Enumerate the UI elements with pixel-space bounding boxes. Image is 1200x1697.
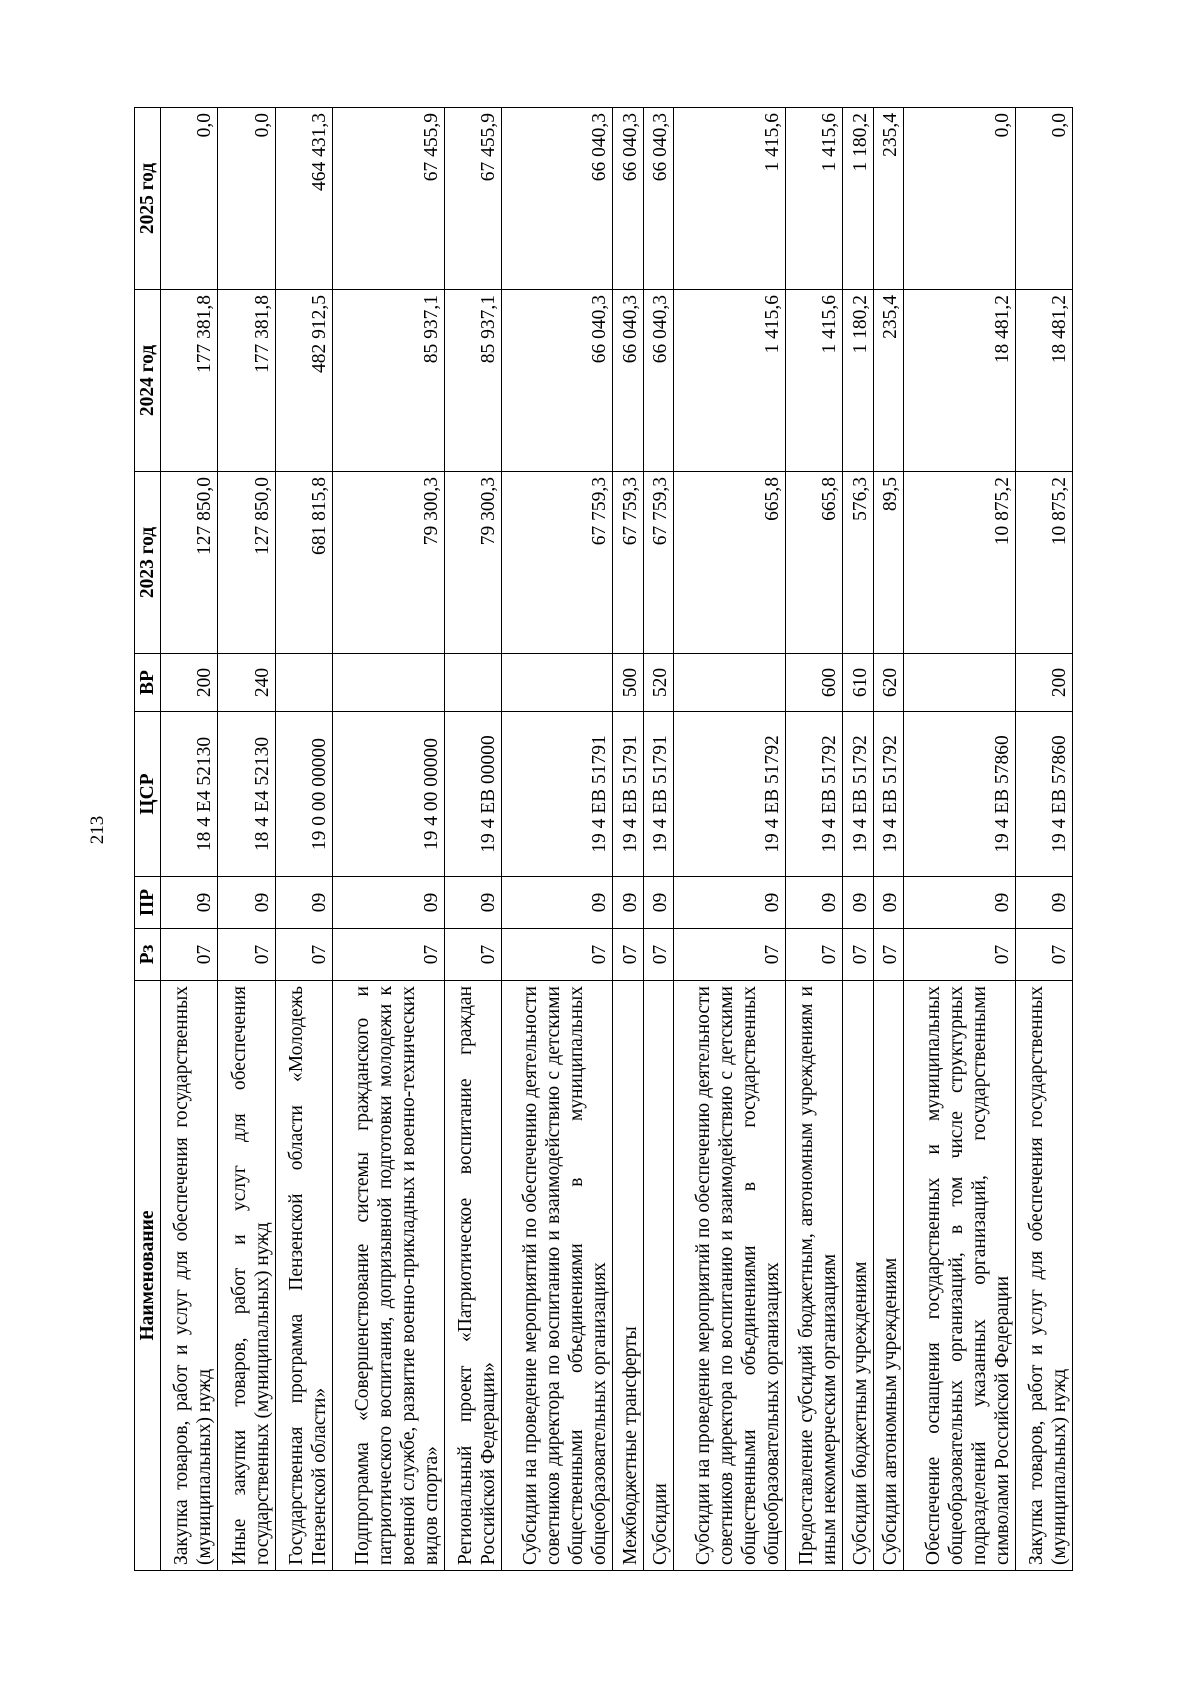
table-row: [904, 108, 1015, 1571]
cell-csr: 19 4 00 00000: [333, 712, 444, 877]
cell-csr: 19 4 EB 51792: [873, 712, 903, 877]
cell-rz: 07: [843, 929, 873, 981]
cell-name: Субсидии: [643, 981, 673, 1571]
cell-name: Иные закупки товаров, работ и услуг для обеспечения государственных (муниципальных) нужд: [218, 981, 275, 1571]
cell-rz: 07: [333, 929, 444, 981]
cell-pr: 09: [674, 877, 785, 929]
cell-csr: 19 4 EB 51792: [785, 712, 842, 877]
cell-2024: 85 937,1: [444, 290, 501, 472]
cell-csr: 19 0 00 00000: [275, 712, 332, 877]
cell-rz: 07: [904, 929, 1015, 981]
table-row: [161, 108, 218, 1571]
cell-pr: 09: [333, 877, 444, 929]
cell-2025: 0,0: [904, 108, 1015, 290]
cell-pr: 09: [275, 877, 332, 929]
header-name: Наименование: [135, 981, 161, 1571]
cell-rz: 07: [613, 929, 643, 981]
cell-2024: 66 040,3: [502, 290, 613, 472]
cell-rz: 07: [674, 929, 785, 981]
table-row: [1015, 108, 1073, 1571]
cell-pr: 09: [161, 877, 218, 929]
cell-vr: 500: [613, 654, 643, 712]
cell-vr: [502, 654, 613, 712]
cell-pr: 09: [444, 877, 501, 929]
cell-2025: 1 415,6: [674, 108, 785, 290]
cell-2023: 665,8: [674, 472, 785, 654]
cell-rz: 07: [275, 929, 332, 981]
cell-2023: 79 300,3: [444, 472, 501, 654]
cell-rz: 07: [873, 929, 903, 981]
cell-rz: 07: [444, 929, 501, 981]
cell-name: Подпрограмма «Совершенствование системы гражданского и патриотического воспитания, допризывной подготовки молодежи к военной службе, развитие военно-прикладных и военно-технических видов спорта»: [333, 981, 444, 1571]
cell-csr: 19 4 EB 57860: [904, 712, 1015, 877]
cell-csr: 19 4 EB 51791: [643, 712, 673, 877]
cell-pr: 09: [218, 877, 275, 929]
cell-2023: 10 875,2: [1015, 472, 1073, 654]
cell-2025: 0,0: [1015, 108, 1073, 290]
cell-2023: 67 759,3: [502, 472, 613, 654]
cell-2025: 0,0: [161, 108, 218, 290]
cell-rz: 07: [643, 929, 673, 981]
cell-csr: 19 4 EB 51791: [502, 712, 613, 877]
header-2025: 2025 год: [135, 108, 161, 290]
budget-table: [134, 107, 1073, 1571]
cell-name: Субсидии на проведение мероприятий по обеспечению деятельности советников директора по воспитанию и взаимодействию с детскими общественными объединениями в государственных общеобразовательных организациях: [674, 981, 785, 1571]
cell-2025: 235,4: [873, 108, 903, 290]
cell-2023: 67 759,3: [643, 472, 673, 654]
cell-pr: 09: [613, 877, 643, 929]
cell-name: Межбюджетные трансферты: [613, 981, 643, 1571]
cell-pr: 09: [873, 877, 903, 929]
cell-name: Региональный проект «Патриотическое воспитание граждан Российской Федерации»: [444, 981, 501, 1571]
cell-vr: 240: [218, 654, 275, 712]
cell-pr: 09: [904, 877, 1015, 929]
cell-2024: 177 381,8: [161, 290, 218, 472]
table-row: [333, 108, 444, 1571]
cell-2024: 85 937,1: [333, 290, 444, 472]
cell-vr: 200: [1015, 654, 1073, 712]
cell-pr: 09: [785, 877, 842, 929]
cell-vr: 620: [873, 654, 903, 712]
cell-2025: 1 415,6: [785, 108, 842, 290]
cell-name: Обеспечение оснащения государственных и муниципальных общеобразовательных организаций, в том числе структурных подразделений указанных организаций, государственными символами Российской Федерации: [904, 981, 1015, 1571]
cell-csr: 19 4 EB 57860: [1015, 712, 1073, 877]
cell-vr: 610: [843, 654, 873, 712]
cell-rz: 07: [1015, 929, 1073, 981]
cell-2023: 576,3: [843, 472, 873, 654]
cell-2025: 66 040,3: [643, 108, 673, 290]
cell-pr: 09: [843, 877, 873, 929]
cell-csr: 19 4 EB 51792: [843, 712, 873, 877]
cell-2023: 89,5: [873, 472, 903, 654]
cell-vr: [674, 654, 785, 712]
table-header-row: [135, 108, 161, 1571]
cell-rz: 07: [218, 929, 275, 981]
cell-2025: 66 040,3: [502, 108, 613, 290]
cell-2023: 79 300,3: [333, 472, 444, 654]
cell-pr: 09: [1015, 877, 1073, 929]
cell-2024: 1 415,6: [785, 290, 842, 472]
cell-2023: 681 815,8: [275, 472, 332, 654]
table-row: [444, 108, 501, 1571]
cell-2023: 127 850,0: [161, 472, 218, 654]
header-csr: ЦСР: [135, 712, 161, 877]
cell-pr: 09: [643, 877, 673, 929]
cell-vr: [275, 654, 332, 712]
cell-name: Субсидии бюджетным учреждениям: [843, 981, 873, 1571]
cell-2025: 66 040,3: [613, 108, 643, 290]
cell-name: Государственная программа Пензенской области «Молодежь Пензенской области»: [275, 981, 332, 1571]
cell-2023: 67 759,3: [613, 472, 643, 654]
cell-csr: 19 4 EB 00000: [444, 712, 501, 877]
cell-2025: 1 180,2: [843, 108, 873, 290]
table-row: [502, 108, 613, 1571]
table-row: [785, 108, 842, 1571]
cell-vr: [904, 654, 1015, 712]
cell-2024: 66 040,3: [643, 290, 673, 472]
cell-name: Закупка товаров, работ и услуг для обеспечения государственных (муниципальных) нужд: [1015, 981, 1073, 1571]
table-row: [218, 108, 275, 1571]
cell-rz: 07: [502, 929, 613, 981]
table-row: [843, 108, 873, 1571]
table-row: [674, 108, 785, 1571]
cell-csr: 19 4 EB 51792: [674, 712, 785, 877]
header-vr: ВР: [135, 654, 161, 712]
cell-2024: 18 481,2: [904, 290, 1015, 472]
cell-2023: 10 875,2: [904, 472, 1015, 654]
cell-2025: 464 431,3: [275, 108, 332, 290]
cell-2025: 0,0: [218, 108, 275, 290]
cell-2023: 665,8: [785, 472, 842, 654]
cell-vr: [333, 654, 444, 712]
cell-2024: 177 381,8: [218, 290, 275, 472]
header-2023: 2023 год: [135, 472, 161, 654]
cell-name: Субсидии автономным учреждениям: [873, 981, 903, 1571]
cell-2025: 67 455,9: [444, 108, 501, 290]
cell-name: Закупка товаров, работ и услуг для обеспечения государственных (муниципальных) нужд: [161, 981, 218, 1571]
cell-rz: 07: [785, 929, 842, 981]
cell-2024: 66 040,3: [613, 290, 643, 472]
table-row: [275, 108, 332, 1571]
table-row: [643, 108, 673, 1571]
header-pr: ПР: [135, 877, 161, 929]
cell-2025: 67 455,9: [333, 108, 444, 290]
cell-rz: 07: [161, 929, 218, 981]
cell-2024: 482 912,5: [275, 290, 332, 472]
cell-csr: 18 4 E4 52130: [218, 712, 275, 877]
cell-2024: 1 415,6: [674, 290, 785, 472]
cell-2024: 235,4: [873, 290, 903, 472]
header-rz: Рз: [135, 929, 161, 981]
cell-vr: 520: [643, 654, 673, 712]
header-2024: 2024 год: [135, 290, 161, 472]
cell-2024: 1 180,2: [843, 290, 873, 472]
cell-2024: 18 481,2: [1015, 290, 1073, 472]
table-row: [613, 108, 643, 1571]
cell-vr: [444, 654, 501, 712]
rotated-table-container: [134, 108, 1073, 1571]
cell-name: Субсидии на проведение мероприятий по обеспечению деятельности советников директора по воспитанию и взаимодействию с детскими общественными объединениями в муниципальных общеобразовательных организациях: [502, 981, 613, 1571]
cell-csr: 18 4 E4 52130: [161, 712, 218, 877]
cell-csr: 19 4 EB 51791: [613, 712, 643, 877]
cell-vr: 200: [161, 654, 218, 712]
cell-name: Предоставление субсидий бюджетным, автономным учреждениям и иным некоммерческим организациям: [785, 981, 842, 1571]
cell-pr: 09: [502, 877, 613, 929]
table-row: [873, 108, 903, 1571]
cell-vr: 600: [785, 654, 842, 712]
cell-2023: 127 850,0: [218, 472, 275, 654]
page-number: 213: [87, 815, 108, 845]
